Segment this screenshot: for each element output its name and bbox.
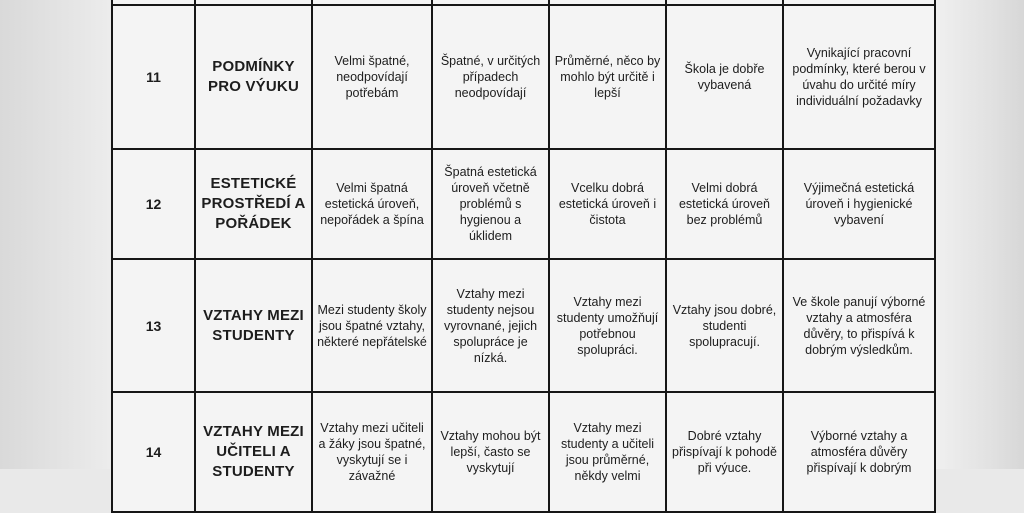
level-5-cell: Ve škole panují výborné vztahy a atmosféra důvěry, to přispívá k dobrým výsledkům. — [783, 259, 935, 392]
table-row — [112, 392, 935, 512]
criterion-cell: VZTAHY MEZI STUDENTY — [195, 259, 312, 392]
level-2-cell: Vztahy mohou být lepší, často se vyskytují — [432, 392, 549, 512]
scan-margin-left — [0, 0, 110, 469]
criterion-cell: ESTETICKÉ PROSTŘEDÍ A POŘÁDEK — [195, 149, 312, 259]
level-2-cell: Špatná estetická úroveň včetně problémů s hygienou a úklidem — [432, 149, 549, 259]
level-4-cell: Dobré vztahy přispívají k pohodě při výuce. — [666, 392, 783, 512]
level-3-cell: Vztahy mezi studenty umožňují potřebnou spolupráci. — [549, 259, 666, 392]
level-2-cell: Vztahy mezi studenty nejsou vyrovnané, jejich spolupráce je nízká. — [432, 259, 549, 392]
level-4-cell: Velmi dobrá estetická úroveň bez problémů — [666, 149, 783, 259]
level-3-cell: Vcelku dobrá estetická úroveň i čistota — [549, 149, 666, 259]
evaluation-table — [111, 0, 936, 513]
row-number: 13 — [112, 259, 195, 392]
row-number: 12 — [112, 149, 195, 259]
level-5-cell: Výjimečná estetická úroveň i hygienické vybavení — [783, 149, 935, 259]
level-4-cell: Škola je dobře vybavená — [666, 5, 783, 149]
criterion-cell: PODMÍNKY PRO VÝUKU — [195, 5, 312, 149]
level-3-cell: Průměrné, něco by mohlo být určitě i lepší — [549, 5, 666, 149]
table-row — [112, 5, 935, 149]
level-5-cell: Výborné vztahy a atmosféra důvěry přispívají k dobrým — [783, 392, 935, 512]
scan-margin-right — [935, 0, 1024, 469]
level-5-cell: Vynikající pracovní podmínky, které berou v úvahu do určité míry individuální požadavky — [783, 5, 935, 149]
level-2-cell: Špatné, v určitých případech neodpovídají — [432, 5, 549, 149]
row-number: 14 — [112, 392, 195, 512]
criterion-cell: VZTAHY MEZI UČITELI A STUDENTY — [195, 392, 312, 512]
level-1-cell: Mezi studenty školy jsou špatné vztahy, některé nepřátelské — [312, 259, 432, 392]
table-row — [112, 149, 935, 259]
level-1-cell: Velmi špatná estetická úroveň, nepořádek a špína — [312, 149, 432, 259]
level-4-cell: Vztahy jsou dobré, studenti spolupracují. — [666, 259, 783, 392]
row-number: 11 — [112, 5, 195, 149]
level-3-cell: Vztahy mezi studenty a učiteli jsou průměrné, někdy velmi — [549, 392, 666, 512]
level-1-cell: Velmi špatné, neodpovídají potřebám — [312, 5, 432, 149]
table-row — [112, 259, 935, 392]
level-1-cell: Vztahy mezi učiteli a žáky jsou špatné, vyskytují se i závažné — [312, 392, 432, 512]
